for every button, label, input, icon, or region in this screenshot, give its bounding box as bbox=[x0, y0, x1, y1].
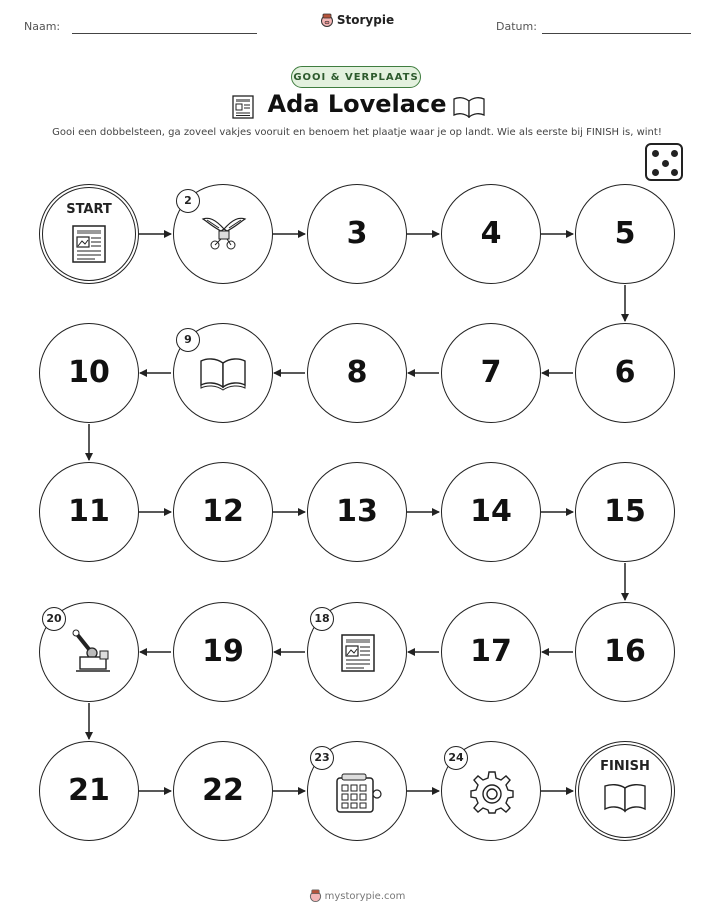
space-number-badge: 20 bbox=[42, 607, 66, 631]
board-space-9[interactable] bbox=[173, 323, 273, 423]
name-label: Naam: bbox=[24, 20, 61, 33]
board-space-3[interactable] bbox=[307, 184, 407, 284]
space-number: 13 bbox=[336, 494, 378, 529]
board-space-7[interactable] bbox=[441, 323, 541, 423]
space-number: 19 bbox=[202, 634, 244, 669]
page-title: Ada Lovelace bbox=[267, 90, 447, 118]
board-space-18[interactable] bbox=[307, 602, 407, 702]
space-number: 3 bbox=[346, 216, 368, 251]
board-space-4[interactable] bbox=[441, 184, 541, 284]
space-number: 10 bbox=[68, 355, 110, 390]
newspaper-icon bbox=[71, 224, 107, 264]
space-number: 8 bbox=[346, 355, 368, 390]
space-number: 6 bbox=[614, 355, 636, 390]
space-number: 16 bbox=[604, 634, 646, 669]
space-number: 17 bbox=[470, 634, 512, 669]
board-space-21[interactable] bbox=[39, 741, 139, 841]
activity-badge: GOOI & VERPLAATS bbox=[291, 66, 421, 88]
board-space-12[interactable] bbox=[173, 462, 273, 562]
space-number: 11 bbox=[68, 494, 110, 529]
board-space-14[interactable] bbox=[441, 462, 541, 562]
lever-icon bbox=[70, 629, 114, 675]
brand-name: Storypie bbox=[336, 13, 395, 27]
footer bbox=[0, 889, 714, 905]
board-space-20[interactable] bbox=[39, 602, 139, 702]
space-number-badge: 24 bbox=[444, 746, 468, 770]
space-number: 15 bbox=[604, 494, 646, 529]
pig-mascot-icon bbox=[309, 889, 322, 905]
space-number-badge: 9 bbox=[176, 328, 200, 352]
board-space-16[interactable] bbox=[575, 602, 675, 702]
board-space-2[interactable] bbox=[173, 184, 273, 284]
board-space-24[interactable] bbox=[441, 741, 541, 841]
footer-url[interactable]: mystorypie.com bbox=[324, 891, 406, 902]
board-space-10[interactable] bbox=[39, 323, 139, 423]
space-number: 22 bbox=[202, 773, 244, 808]
open-book-icon bbox=[199, 357, 247, 391]
board-space-15[interactable] bbox=[575, 462, 675, 562]
open-book-icon bbox=[603, 783, 647, 815]
board-space-23[interactable] bbox=[307, 741, 407, 841]
board-space-5[interactable] bbox=[575, 184, 675, 284]
space-number: 21 bbox=[68, 773, 110, 808]
space-number: 5 bbox=[614, 216, 636, 251]
start-space[interactable] bbox=[39, 184, 139, 284]
space-number-badge: 18 bbox=[310, 607, 334, 631]
space-number: 14 bbox=[470, 494, 512, 529]
space-number-badge: 23 bbox=[310, 746, 334, 770]
board-space-13[interactable] bbox=[307, 462, 407, 562]
space-number: 4 bbox=[480, 216, 502, 251]
space-number: 7 bbox=[480, 355, 502, 390]
board-space-19[interactable] bbox=[173, 602, 273, 702]
space-number-badge: 2 bbox=[176, 189, 200, 213]
date-label: Datum: bbox=[496, 20, 537, 33]
newspaper-icon bbox=[340, 633, 376, 673]
flying-machine-icon bbox=[201, 211, 247, 255]
calculating-machine-icon bbox=[334, 772, 382, 816]
start-label: START bbox=[66, 202, 112, 217]
finish-label: FINISH bbox=[600, 759, 650, 774]
board-space-17[interactable] bbox=[441, 602, 541, 702]
board-space-11[interactable] bbox=[39, 462, 139, 562]
board-space-22[interactable] bbox=[173, 741, 273, 841]
instructions: Gooi een dobbelsteen, ga zoveel vakjes vooruit en benoem het plaatje waar je op landt. Wie als eerste bij FINISH is, wint! bbox=[52, 127, 662, 138]
gear-icon bbox=[470, 770, 514, 814]
board-space-8[interactable] bbox=[307, 323, 407, 423]
board-space-6[interactable] bbox=[575, 323, 675, 423]
space-number: 12 bbox=[202, 494, 244, 529]
finish-space[interactable] bbox=[575, 741, 675, 841]
